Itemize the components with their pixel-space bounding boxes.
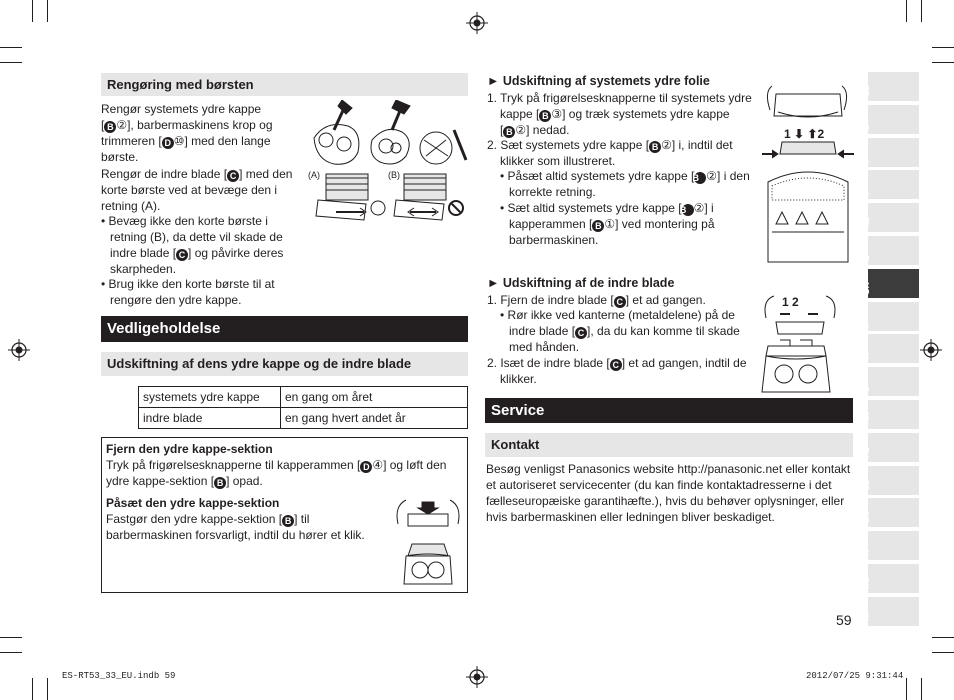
registration-mark-icon xyxy=(466,666,488,688)
foil-step-1: 1. Tryk på frigørelsesknapperne til systemets ydre kappe [ B ③] og træk systemets ydre kappe [ B ②] nedad. xyxy=(487,91,752,137)
language-tab-label: NL xyxy=(862,217,871,229)
language-tab-cz[interactable] xyxy=(862,466,919,495)
section-title-blades: ► Udskiftning af de indre blade xyxy=(487,276,675,290)
registration-mark-icon xyxy=(8,339,30,361)
language-tab-fin[interactable] xyxy=(862,400,919,429)
language-tab-label: TR xyxy=(862,611,871,622)
table-cell: indre blade xyxy=(139,408,281,429)
cleaning-bullet-1: • Bevæg ikke den korte børste i retning (B), da dette vil skade de indre blade [ C ] og påvirke deres skarpheden. xyxy=(101,214,284,276)
box-heading-remove: Fjern den ydre kappe-sektion xyxy=(106,442,273,456)
language-tab-s[interactable] xyxy=(862,367,919,396)
foil-step-2: 2. Sæt systemets ydre kappe [ B ②] i, indtil det klikker som illustreret. xyxy=(487,138,733,168)
language-tab-d[interactable] xyxy=(862,105,919,134)
crop-mark xyxy=(0,62,22,63)
language-tab-label: E xyxy=(862,255,871,261)
replacement-interval-table xyxy=(138,386,468,429)
language-tab-tr[interactable] xyxy=(862,597,919,626)
crop-mark xyxy=(32,678,33,700)
cleaning-paragraph-2: Rengør de indre blade [ C ] med den korte børste ved at bevæge den i retning (A). xyxy=(101,167,293,213)
foil-bullet-2: • Sæt altid systemets ydre kappe [B ②] i kapperammen [ B ①] ved montering på barbermaskinen. xyxy=(500,201,715,247)
table-row xyxy=(139,387,468,408)
crop-mark xyxy=(921,0,922,22)
ref-b-icon: B xyxy=(682,204,694,216)
foil-figure-label: 1 ⬇ ⬆2 xyxy=(784,127,825,141)
ref-b-icon: B xyxy=(503,126,515,138)
language-tab-gb[interactable] xyxy=(862,72,919,101)
language-tab-label: P xyxy=(862,321,871,327)
crop-mark xyxy=(932,652,954,653)
language-tab-i[interactable] xyxy=(862,170,919,199)
crop-mark xyxy=(47,678,48,700)
language-tab-n[interactable] xyxy=(862,334,919,363)
inner-blade-illustration xyxy=(760,292,852,396)
foil-bullet-1: • Påsæt altid systemets ydre kappe [B ②] i den korrekte retning. xyxy=(500,169,750,199)
crop-mark xyxy=(906,0,907,22)
box-content: Fjern den ydre kappe-sektion Tryk på frigørelsesknapperne til kapperammen [ D ④] og løft den ydre kappe-sektion [ B ] opad. Påsæt den ydre kappe-sektion Fastgør den ydre kappe-sektion [ B ] til barbermaskinen forsvarligt, indtil du hører et klik. xyxy=(106,441,456,543)
ref-c-icon: C xyxy=(227,170,239,182)
language-tab-label: CZ xyxy=(862,479,871,491)
ref-b-icon: B xyxy=(214,477,226,489)
language-tab-label: D xyxy=(862,124,871,130)
language-tab-label: N xyxy=(862,353,871,360)
crop-mark xyxy=(932,637,954,638)
section-subtitle-replacement: Udskiftning af dens ydre kappe og de indre blade xyxy=(101,352,468,376)
language-tab-dk[interactable] xyxy=(862,269,919,298)
language-tab-label: RO xyxy=(862,577,871,589)
table-row xyxy=(139,408,468,429)
blades-figure-label: 1 2 xyxy=(782,295,799,309)
ref-d-icon: D xyxy=(360,461,372,473)
foil-replacement-illustration xyxy=(758,82,858,272)
section-title-service: Service xyxy=(485,398,853,423)
crop-mark xyxy=(906,678,907,700)
cleaning-bullet-2: • Brug ikke den korte børste til at rengøre den ydre kappe. xyxy=(101,277,275,307)
language-tab-pl[interactable] xyxy=(862,433,919,462)
crop-mark xyxy=(932,47,954,48)
ref-b-icon: B xyxy=(282,515,294,527)
figure-label-b: (B) xyxy=(388,170,400,180)
section-title-foil: ► Udskiftning af systemets ydre folie xyxy=(487,74,710,88)
page-number: 59 xyxy=(836,612,852,628)
ref-c-icon: C xyxy=(610,359,622,371)
crop-mark xyxy=(0,652,22,653)
crop-mark xyxy=(0,47,22,48)
table-cell: en gang hvert andet år xyxy=(281,408,468,429)
table-cell: en gang om året xyxy=(281,387,468,408)
language-tab-label: I xyxy=(862,193,871,196)
crop-mark xyxy=(0,637,22,638)
brush-cleaning-illustration xyxy=(306,100,468,235)
crop-mark xyxy=(932,62,954,63)
cleaning-paragraph-1: Rengør systemets ydre kappe [ B ②], barbermaskinens krop og trimmeren [ D ⑩] med den lange børste. xyxy=(101,102,273,164)
language-tab-label: H xyxy=(862,550,871,557)
registration-mark-icon xyxy=(920,339,942,361)
crop-mark xyxy=(921,678,922,700)
section-title-maintenance: Vedligeholdelse xyxy=(101,316,468,342)
blades-bullet-1: • Rør ikke ved kanterne (metaldelene) på de indre blade [ C ], da du kan komme til skade med hånden. xyxy=(500,308,740,354)
language-tab-p[interactable] xyxy=(862,302,919,331)
ref-b-icon: B xyxy=(592,220,604,232)
language-tab-nl[interactable] xyxy=(862,203,919,232)
crop-mark xyxy=(32,0,33,22)
language-tab-e[interactable] xyxy=(862,236,919,265)
language-tab-h[interactable] xyxy=(862,531,919,560)
language-tab-label: FIN xyxy=(862,412,871,425)
section-title-cleaning: Rengøring med børsten xyxy=(101,73,468,96)
ref-b-icon: B xyxy=(649,141,661,153)
ref-c-icon: C xyxy=(614,296,626,308)
language-tab-label: GB xyxy=(862,85,871,97)
ref-c-icon: C xyxy=(176,249,188,261)
registration-mark-icon xyxy=(466,12,488,34)
service-contact-text: Besøg venligst Panasonics website http://panasonic.net eller kontakt et autoriseret servicecenter (du kan finde kontaktadresserne i det fælleseuropæiske garantihæfte.), hvis du behøver oplysninger, eller hvis barbermaskinen eller ledningen bliver beskadiget. xyxy=(486,462,851,524)
ref-b-icon: B xyxy=(694,172,706,184)
language-tab-f[interactable] xyxy=(862,138,919,167)
language-tab-label: DK xyxy=(862,282,871,294)
ref-b-icon: B xyxy=(104,121,116,133)
footer-file: ES-RT53_33_EU.indb 59 xyxy=(62,671,176,681)
language-tab-label: PL xyxy=(862,447,871,458)
ref-c-icon: C xyxy=(575,327,587,339)
ref-b-icon: B xyxy=(539,110,551,122)
table-cell: systemets ydre kappe xyxy=(139,387,281,408)
outer-cover-illustration xyxy=(392,494,464,590)
language-tab-label: SK xyxy=(862,512,871,524)
section-subtitle-contact: Kontakt xyxy=(485,433,853,457)
language-tab-ro[interactable] xyxy=(862,564,919,593)
ref-d-icon: D xyxy=(162,137,174,149)
crop-mark xyxy=(47,0,48,22)
language-tab-sk[interactable] xyxy=(862,498,919,527)
blades-step-1: 1. Fjern de indre blade [ C ] et ad gangen. xyxy=(487,293,706,307)
language-tab-label: F xyxy=(862,157,871,163)
box-heading-attach: Påsæt den ydre kappe-sektion xyxy=(106,496,280,510)
footer-timestamp: 2012/07/25 9:31:44 xyxy=(806,671,904,681)
blades-step-2: 2. Isæt de indre blade [ C ] et ad gangen, indtil de klikker. xyxy=(487,356,747,386)
figure-label-a: (A) xyxy=(308,170,320,180)
language-tab-label: S xyxy=(862,386,871,393)
